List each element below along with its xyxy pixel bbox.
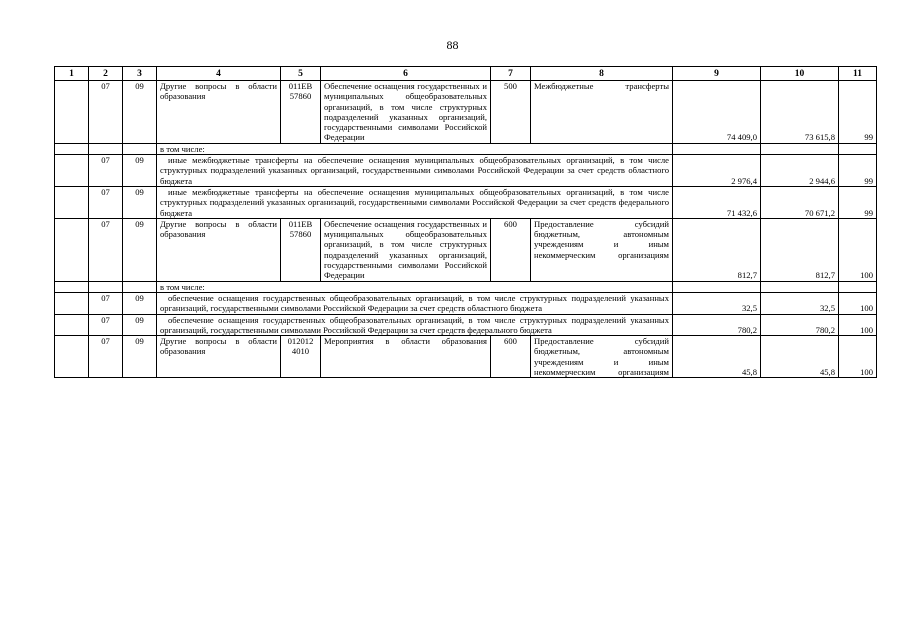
cell-empty: [55, 143, 89, 154]
budget-table: [54, 66, 877, 378]
cell-empty: [89, 281, 123, 292]
cell-percent: 99: [839, 186, 877, 218]
table-row: [55, 81, 877, 144]
cell-executed: 812,7: [761, 218, 839, 281]
cell-subsection: 09: [123, 314, 157, 336]
cell-section: 07: [89, 218, 123, 281]
cell-planned: 812,7: [673, 218, 761, 281]
cell-section: 07: [89, 81, 123, 144]
cell-expense-name: Предоставление субсидий бюджетным, автономным учреждениям и иным некоммерческим организациям: [531, 336, 673, 378]
table-row: [55, 336, 877, 378]
column-header: 10: [761, 67, 839, 81]
cell-target-article: 011EB 57860: [281, 218, 321, 281]
cell-subsection: 09: [123, 292, 157, 314]
cell-executed: 73 615,8: [761, 81, 839, 144]
cell-empty: [55, 81, 89, 144]
cell-empty: [123, 143, 157, 154]
cell-expense-type: 500: [491, 81, 531, 144]
column-header: 9: [673, 67, 761, 81]
cell-empty: [55, 155, 89, 187]
cell-executed: 70 671,2: [761, 186, 839, 218]
cell-empty: [839, 281, 877, 292]
cell-subsection: 09: [123, 336, 157, 378]
column-header: 2: [89, 67, 123, 81]
cell-section: 07: [89, 314, 123, 336]
cell-executed: 2 944,6: [761, 155, 839, 187]
cell-percent: 100: [839, 292, 877, 314]
cell-section-name: Другие вопросы в области образования: [157, 218, 281, 281]
subtotal-note-row: [55, 281, 877, 292]
cell-expense-type: 600: [491, 336, 531, 378]
cell-section: 07: [89, 292, 123, 314]
cell-target-article: 011EB 57860: [281, 81, 321, 144]
column-header: 3: [123, 67, 157, 81]
cell-empty: [123, 281, 157, 292]
cell-subsection: 09: [123, 155, 157, 187]
cell-detail-text: обеспечение оснащения государственных общеобразовательных организаций, в том числе структурных подразделений указанных организаций, государственными символами Российской Федерации за счет средств областного бюджета: [157, 292, 673, 314]
column-header: 5: [281, 67, 321, 81]
cell-percent: 99: [839, 155, 877, 187]
column-header: 11: [839, 67, 877, 81]
cell-empty: [761, 281, 839, 292]
cell-note: в том числе:: [157, 143, 673, 154]
cell-article-name: Обеспечение оснащения государственных и муниципальных общеобразовательных организаций, в том числе структурных подразделений указанных организаций, государственными символами Российской Федерации: [321, 218, 491, 281]
table-detail-row: [55, 155, 877, 187]
cell-empty: [55, 292, 89, 314]
cell-detail-text: обеспечение оснащения государственных общеобразовательных организаций, в том числе структурных подразделений указанных организаций, государственными символами Российской Федерации за счет средств федерального бюджета: [157, 314, 673, 336]
table-header-row: [55, 67, 877, 81]
subtotal-note-row: [55, 143, 877, 154]
cell-expense-name: Предоставление субсидий бюджетным, автономным учреждениям и иным некоммерческим организациям: [531, 218, 673, 281]
cell-planned: 74 409,0: [673, 81, 761, 144]
cell-empty: [55, 186, 89, 218]
cell-section-name: Другие вопросы в области образования: [157, 336, 281, 378]
table-detail-row: [55, 186, 877, 218]
column-header: 8: [531, 67, 673, 81]
cell-empty: [89, 143, 123, 154]
cell-executed: 32,5: [761, 292, 839, 314]
page-number: 88: [446, 38, 459, 52]
table-detail-row: [55, 314, 877, 336]
cell-subsection: 09: [123, 186, 157, 218]
cell-empty: [55, 314, 89, 336]
column-header: 6: [321, 67, 491, 81]
cell-section: 07: [89, 336, 123, 378]
cell-executed: 45,8: [761, 336, 839, 378]
cell-empty: [55, 218, 89, 281]
cell-detail-text: иные межбюджетные трансферты на обеспечение оснащения муниципальных общеобразовательных организаций, в том числе структурных подразделений указанных организаций, государственными символами Российской Федерации за счет средств федерального бюджета: [157, 186, 673, 218]
cell-executed: 780,2: [761, 314, 839, 336]
cell-target-article: 012012 4010: [281, 336, 321, 378]
cell-planned: 71 432,6: [673, 186, 761, 218]
cell-planned: 32,5: [673, 292, 761, 314]
table-detail-row: [55, 292, 877, 314]
cell-empty: [761, 143, 839, 154]
cell-empty: [673, 143, 761, 154]
table-row: [55, 218, 877, 281]
cell-empty: [673, 281, 761, 292]
cell-empty: [839, 143, 877, 154]
column-header: 1: [55, 67, 89, 81]
cell-note: в том числе:: [157, 281, 673, 292]
column-header: 7: [491, 67, 531, 81]
cell-detail-text: иные межбюджетные трансферты на обеспечение оснащения муниципальных общеобразовательных организаций, в том числе структурных подразделений указанных организаций, государственными символами Российской Федерации за счет средств областного бюджета: [157, 155, 673, 187]
cell-section: 07: [89, 186, 123, 218]
cell-planned: 45,8: [673, 336, 761, 378]
cell-empty: [55, 336, 89, 378]
cell-percent: 100: [839, 314, 877, 336]
cell-article-name: Мероприятия в области образования: [321, 336, 491, 378]
cell-planned: 780,2: [673, 314, 761, 336]
cell-percent: 100: [839, 336, 877, 378]
cell-percent: 99: [839, 81, 877, 144]
cell-percent: 100: [839, 218, 877, 281]
cell-article-name: Обеспечение оснащения государственных и муниципальных общеобразовательных организаций, в том числе структурных подразделений указанных организаций, государственными символами Российской Федерации: [321, 81, 491, 144]
cell-subsection: 09: [123, 218, 157, 281]
cell-expense-name: Межбюджетные трансферты: [531, 81, 673, 144]
cell-section-name: Другие вопросы в области образования: [157, 81, 281, 144]
cell-empty: [55, 281, 89, 292]
cell-section: 07: [89, 155, 123, 187]
cell-planned: 2 976,4: [673, 155, 761, 187]
column-header: 4: [157, 67, 281, 81]
cell-expense-type: 600: [491, 218, 531, 281]
cell-subsection: 09: [123, 81, 157, 144]
